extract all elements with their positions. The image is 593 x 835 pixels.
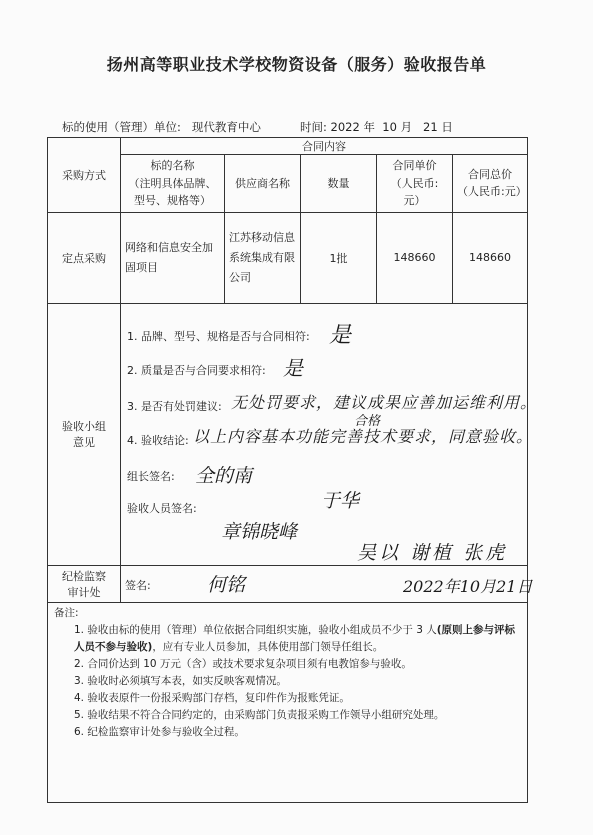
- member-signature-3: 吴以 谢植 张虎: [357, 541, 508, 564]
- unit-label: 标的使用（管理）单位:: [62, 120, 181, 134]
- acceptance-form-table: [47, 137, 538, 803]
- leader-sign-label: 组长签名:: [127, 469, 175, 483]
- acceptance-opinion: [121, 303, 538, 565]
- supervision-label-l2: 审计处: [67, 585, 101, 599]
- supervision-sign-cell: [121, 565, 533, 602]
- col-unit-price-l3: 元）: [403, 194, 426, 208]
- col-item-name-l3: 型号、规格等）: [134, 194, 211, 208]
- note-1-bold: (原则上参与评标人员不参与验收): [74, 623, 516, 653]
- note-1-text: 1. 验收由标的使用（管理）单位依据合同组织实施，验收小组成员不少于 3 人: [74, 623, 437, 636]
- notes-header: 备注:: [54, 606, 79, 619]
- note-2: 2. 合同价达到 10 万元（含）或技术要求复杂项目须有电教馆参与验收。: [74, 657, 412, 670]
- procurement-method-header: 采购方式: [48, 138, 121, 213]
- col-unit-price-l2: （人民币:: [390, 176, 439, 190]
- answer-3-handwriting: 无处罚要求，建议成果应善加运维利用。: [231, 392, 538, 412]
- acceptance-label: [48, 303, 121, 565]
- leader-signature: 全的南: [195, 464, 253, 487]
- col-total-price: [453, 155, 528, 213]
- col-supplier: 供应商名称: [225, 155, 301, 213]
- row-method: 定点采购: [48, 212, 121, 303]
- supervision-label-l1: 纪检监察: [62, 569, 106, 583]
- members-sign-label: 验收人员签名:: [127, 501, 197, 515]
- member-signature-2: 章锦晓峰: [221, 520, 298, 543]
- note-1: [54, 622, 521, 656]
- col-item-name-l2: （注明具体品牌、: [128, 176, 217, 190]
- question-3: 3. 是否有处罚建议:: [127, 399, 222, 413]
- notes-section: [48, 602, 528, 802]
- row-unit-price: 148660: [377, 212, 453, 303]
- answer-4-handwriting: 以上内容基本功能完善技术要求，同意验收。: [193, 426, 534, 446]
- unit-line: [62, 119, 261, 135]
- supervision-label: [48, 565, 121, 602]
- col-unit-price: [377, 155, 453, 213]
- col-item-name: [121, 155, 225, 213]
- answer-4-note-handwriting: 合格: [354, 413, 381, 429]
- supervision-sign-label: 签名:: [125, 578, 151, 592]
- supervision-date: 2022年10月21日: [403, 576, 533, 596]
- member-signature-1: 于华: [321, 489, 360, 512]
- acceptance-label-l2: 意见: [73, 436, 95, 450]
- unit-value: 现代教育中心: [191, 120, 261, 134]
- col-item-name-l1: 标的名称: [150, 159, 195, 172]
- time-month: 10: [382, 120, 397, 134]
- col-unit-price-l1: 合同单价: [392, 159, 437, 172]
- col-total-price-l1: 合同总价: [468, 167, 512, 181]
- note-6: 6. 纪检监察审计处参与验收全过程。: [74, 725, 245, 738]
- note-5: 5. 验收结果不符合合同约定的，由采购部门负责报采购工作领导小组研究处理。: [74, 708, 445, 721]
- question-1: 1. 品牌、型号、规格是否与合同相符:: [127, 329, 310, 343]
- time-label: 时间:: [300, 120, 327, 134]
- time-month-unit: 月: [400, 120, 413, 134]
- page-title: 扬州高等职业技术学校物资设备（服务）验收报告单: [106, 55, 487, 74]
- col-total-price-l2: （人民币:元）: [457, 185, 527, 199]
- time-year: 2022: [330, 120, 360, 134]
- row-total-price: 148660: [453, 212, 528, 303]
- row-quantity: 1批: [301, 212, 377, 303]
- time-day: 21: [423, 120, 438, 134]
- note-1-tail: ，应有专业人员参加，具体使用部门领导任组长。: [152, 640, 384, 653]
- question-4: 4. 验收结论:: [127, 433, 189, 447]
- contract-content-header: 合同内容: [121, 138, 528, 155]
- time-line: [300, 119, 453, 135]
- answer-1-handwriting: 是: [329, 322, 352, 348]
- note-3: 3. 验收时必须填写本表，如实反映客观情况。: [74, 674, 287, 687]
- time-day-unit: 日: [441, 120, 453, 134]
- col-quantity: 数量: [301, 155, 377, 213]
- supervision-signature: 何铭: [207, 573, 246, 596]
- answer-2-handwriting: 是: [283, 355, 303, 380]
- row-item-name: 网络和信息安全加固项目: [121, 212, 225, 303]
- acceptance-label-l1: 验收小组: [62, 420, 106, 434]
- time-year-unit: 年: [363, 120, 375, 134]
- question-2: 2. 质量是否与合同要求相符:: [127, 363, 266, 377]
- row-supplier: 江苏移动信息系统集成有限公司: [225, 212, 301, 303]
- note-4: 4. 验收表原件一份报采购部门存档，复印件作为报账凭证。: [74, 691, 350, 704]
